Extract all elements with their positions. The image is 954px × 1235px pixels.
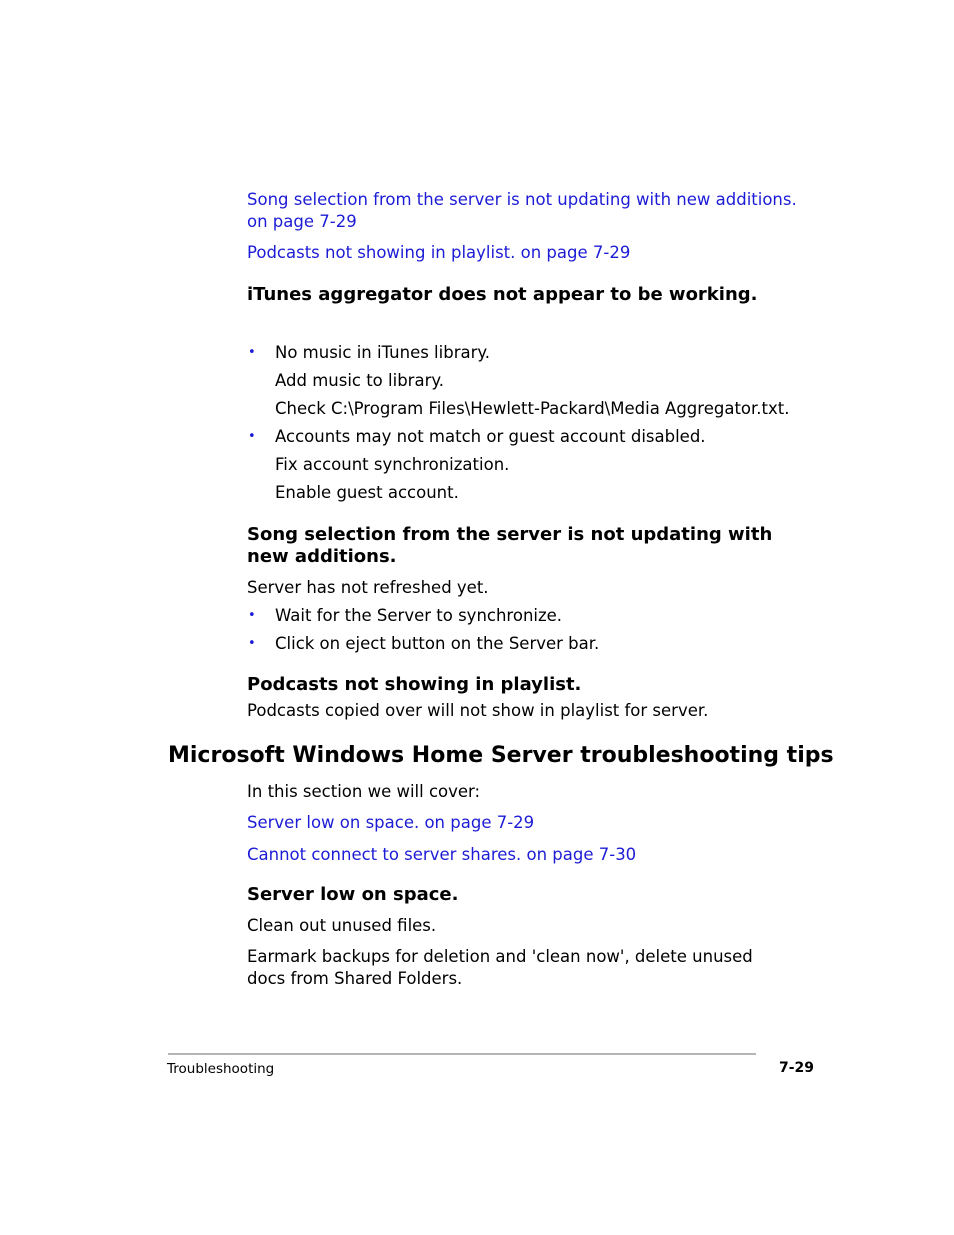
list-subitem: Add music to library. bbox=[275, 371, 445, 390]
link-podcasts[interactable]: Podcasts not showing in playlist. on page 7-29 bbox=[247, 243, 631, 262]
list-item: • Accounts may not match or guest account disabled. bbox=[248, 427, 706, 446]
song-selection-bullet-list bbox=[247, 605, 817, 661]
bullet-icon: • bbox=[248, 429, 256, 444]
itunes-bullet-list bbox=[247, 342, 817, 510]
song-selection-intro: Server has not refreshed yet. bbox=[247, 578, 489, 597]
heading-whs-troubleshooting: Microsoft Windows Home Server troubleshooting tips bbox=[168, 743, 834, 768]
heading-itunes-aggregator: iTunes aggregator does not appear to be working. bbox=[247, 284, 758, 305]
list-item: • Wait for the Server to synchronize. bbox=[248, 606, 563, 625]
list-subitem: Enable guest account. bbox=[275, 483, 459, 502]
server-low-text-1: Clean out unused files. bbox=[247, 916, 437, 935]
bullet-icon: • bbox=[248, 636, 256, 651]
list-item: • No music in iTunes library. bbox=[248, 343, 491, 362]
link-song-selection[interactable]: Song selection from the server is not updating with new additions. on page 7-29 bbox=[247, 190, 797, 231]
footer-section-title: Troubleshooting bbox=[167, 1061, 275, 1077]
link-cannot-connect-shares[interactable]: Cannot connect to server shares. on page 7-30 bbox=[247, 845, 637, 864]
server-low-text-2: Earmark backups for deletion and 'clean now', delete unused docs from Shared Folders. bbox=[247, 947, 753, 988]
heading-song-selection: Song selection from the server is not updating with new additions. bbox=[247, 524, 773, 567]
whs-intro: In this section we will cover: bbox=[247, 782, 481, 801]
podcasts-text: Podcasts copied over will not show in playlist for server. bbox=[247, 701, 709, 720]
bullet-icon: • bbox=[248, 608, 256, 623]
heading-podcasts: Podcasts not showing in playlist. bbox=[247, 674, 582, 695]
list-item: • Click on eject button on the Server bar. bbox=[248, 634, 600, 653]
list-subitem: Fix account synchronization. bbox=[275, 455, 510, 474]
footer-divider bbox=[168, 1053, 756, 1055]
bullet-icon: • bbox=[248, 345, 256, 360]
link-server-low-space[interactable]: Server low on space. on page 7-29 bbox=[247, 813, 535, 832]
list-subitem: Check C:\Program Files\Hewlett-Packard\Media Aggregator.txt. bbox=[275, 399, 790, 418]
heading-server-low-space: Server low on space. bbox=[247, 884, 459, 905]
footer-page-number: 7-29 bbox=[778, 1060, 814, 1076]
